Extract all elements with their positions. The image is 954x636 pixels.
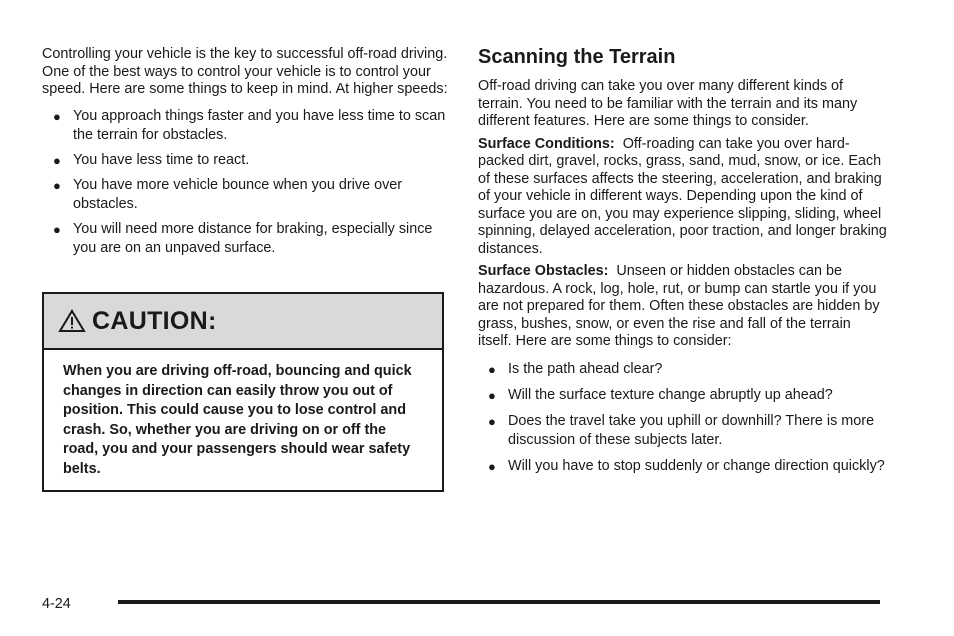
bullet-icon: ● [488,413,496,429]
bullet-icon: ● [488,387,496,403]
bullet-icon: ● [488,458,496,474]
surface-conditions-label: Surface Conditions: [478,135,615,152]
list-item: ● Does the travel take you uphill or downhill? There is more discussion of these subjects later. [488,412,875,448]
warning-triangle-icon [58,309,86,333]
bullet-icon: ● [53,108,61,124]
list-item: ● You have less time to react. [53,151,250,168]
bullet-icon: ● [53,177,61,193]
bullet-icon: ● [488,361,496,377]
bullet-icon: ● [53,221,61,237]
list-item: ● Will the surface texture change abruptly up ahead? [488,386,833,403]
list-item: ● Is the path ahead clear? [488,360,663,377]
list-item: ● You approach things faster and you have less time to scan the terrain for obstacles. [53,107,446,143]
surface-conditions-text: Off-roading can take you over hard-packed dirt, gravel, rocks, grass, sand, mud, snow, or ice. Each of these surfaces affects the steering, acceleration, and braking of your vehicle in different ways. Depending upon the kind of surface you are on, you may experience slipping, sliding, wheel spinning, delayed acceleration, poor traction, and longer braking distances. [478,135,887,257]
caution-text: When you are driving off-road, bouncing and quick changes in direction can easily throw you out of position. This could cause you to lose control and crash. So, whether you are driving on or off the road, you and your passengers should wear safety belts. [63,363,412,477]
section-heading: Scanning the Terrain [478,46,676,68]
caution-title: CAUTION: [92,306,217,335]
caution-header [44,294,442,350]
left-bullet-list [42,107,452,258]
surface-conditions-paragraph [478,136,888,259]
surface-obstacles-label: Surface Obstacles: [478,263,609,279]
caution-box [42,292,444,492]
left-intro-paragraph: Controlling your vehicle is the key to successful off-road driving. One of the best ways to control your vehicle is to control your speed. Here are some things to keep in mind. At higher speeds: [42,46,448,97]
bullet-icon: ● [53,152,61,168]
footer-rule [118,600,880,604]
right-column [478,44,888,483]
surface-obstacles-paragraph [478,263,888,351]
terrain-intro-paragraph: Off-road driving can take you over many different kinds of terrain. You need to be familiar with the terrain and its many different features. Here are some things to consider. [478,78,858,129]
right-bullet-list [478,360,888,476]
list-item: ● You have more vehicle bounce when you drive over obstacles. [53,176,403,212]
left-column [42,46,452,264]
list-item: ● You will need more distance for braking, especially since you are on an unpaved surface. [53,220,433,256]
page-number: 4-24 [42,596,71,612]
list-item: ● Will you have to stop suddenly or change direction quickly? [488,457,885,474]
surface-obstacles-text: Unseen or hidden obstacles can be hazardous. A rock, log, hole, rut, or bump can startle you if you are not prepared for them. Often these obstacles are hidden by grass, bushes, snow, or even the rise and fall of the terrain itself. Here are some things to consider: [478,263,880,349]
